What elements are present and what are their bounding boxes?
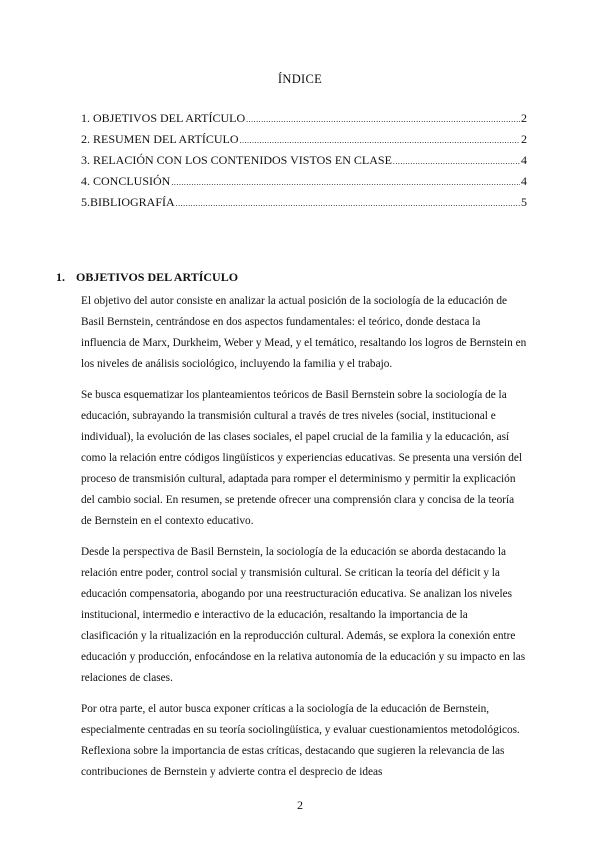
toc-entry[interactable] xyxy=(81,174,527,195)
toc-entry-page: 4 xyxy=(521,153,527,167)
paragraph: El objetivo del autor consiste en analizar la actual posición de la sociología de la educación de Basil Bernstein, centrándose en dos aspectos fundamentales: el teórico, donde destaca la influencia de Marx, Durkheim, Weber y Mead, y el temático, resaltando los logros de Bernstein en los niveles de análisis sociológico, incluyendo la familia y el trabajo. xyxy=(81,295,527,370)
page-number: 2 xyxy=(297,798,303,812)
toc-leader-dots xyxy=(246,115,520,124)
paragraph: Desde la perspectiva de Basil Bernstein, la sociología de la educación se aborda destacando la relación entre poder, control social y transmisión cultural. Se critican la teoría del déficit y la educación compensatoria, abogando por una reestructuración educativa. Se analizan los niveles institucional, intermedio e interactivo de la educación, resaltando la importancia de la clasificación y la ritualización en la reproducción cultural. Además, se explora la conexión entre educación y producción, enfocándose en la relativa autonomía de la educación y su impacto en las relaciones de clases. xyxy=(81,546,526,684)
section-number: 1. xyxy=(56,270,65,284)
section-body xyxy=(81,291,527,793)
toc-entry-page: 4 xyxy=(521,174,527,188)
toc-entry-label: 5.BIBLIOGRAFÍA xyxy=(81,195,175,209)
toc-entry[interactable] xyxy=(81,153,527,174)
toc-entry-page: 2 xyxy=(521,111,527,125)
toc-entry-label: 4. CONCLUSIÓN xyxy=(81,174,171,188)
table-of-contents xyxy=(81,111,527,216)
toc-leader-dots xyxy=(176,199,520,208)
paragraph: Se busca esquematizar los planteamientos teóricos de Basil Bernstein sobre la sociología de la educación, subrayando la transmisión cultural a través de tres niveles (social, institucional e individual), la evolución de las clases sociales, el papel crucial de la familia y la educación, así como la relación entre códigos lingüísticos y experiencias educativas. Se presenta una versión del proceso de transmisión cultural, adaptada para romper el determinismo y permitir la explicación del cambio social. En resumen, se pretende ofrecer una comprensión clara y concisa de la teoría de Bernstein en el contexto educativo. xyxy=(81,389,523,527)
toc-entry-label: 1. OBJETIVOS DEL ARTÍCULO xyxy=(81,111,246,125)
toc-entry[interactable] xyxy=(81,132,527,153)
section-title: OBJETIVOS DEL ARTÍCULO xyxy=(76,270,239,284)
toc-entry-page: 2 xyxy=(521,132,527,146)
toc-leader-dots xyxy=(393,157,520,166)
paragraph: Por otra parte, el autor busca exponer críticas a la sociología de la educación de Bernstein, especialmente centradas en su teoría sociolingüística, y evaluar cuestionamientos metodológicos. Reflexiona sobre la importancia de estas críticas, destacando que sugieren la relevancia de las contribuciones de Bernstein y advierte contra el desprecio de ideas xyxy=(81,703,520,778)
toc-entry-page: 5 xyxy=(521,195,527,209)
toc-leader-dots xyxy=(171,178,520,187)
toc-leader-dots xyxy=(240,136,521,145)
index-title: ÍNDICE xyxy=(277,72,323,86)
section-heading xyxy=(56,270,238,285)
toc-entry-label: 2. RESUMEN DEL ARTÍCULO xyxy=(81,132,239,146)
toc-entry[interactable] xyxy=(81,111,527,132)
toc-entry[interactable] xyxy=(81,195,527,216)
toc-entry-label: 3. RELACIÓN CON LOS CONTENIDOS VISTOS EN CLASE xyxy=(81,153,392,167)
